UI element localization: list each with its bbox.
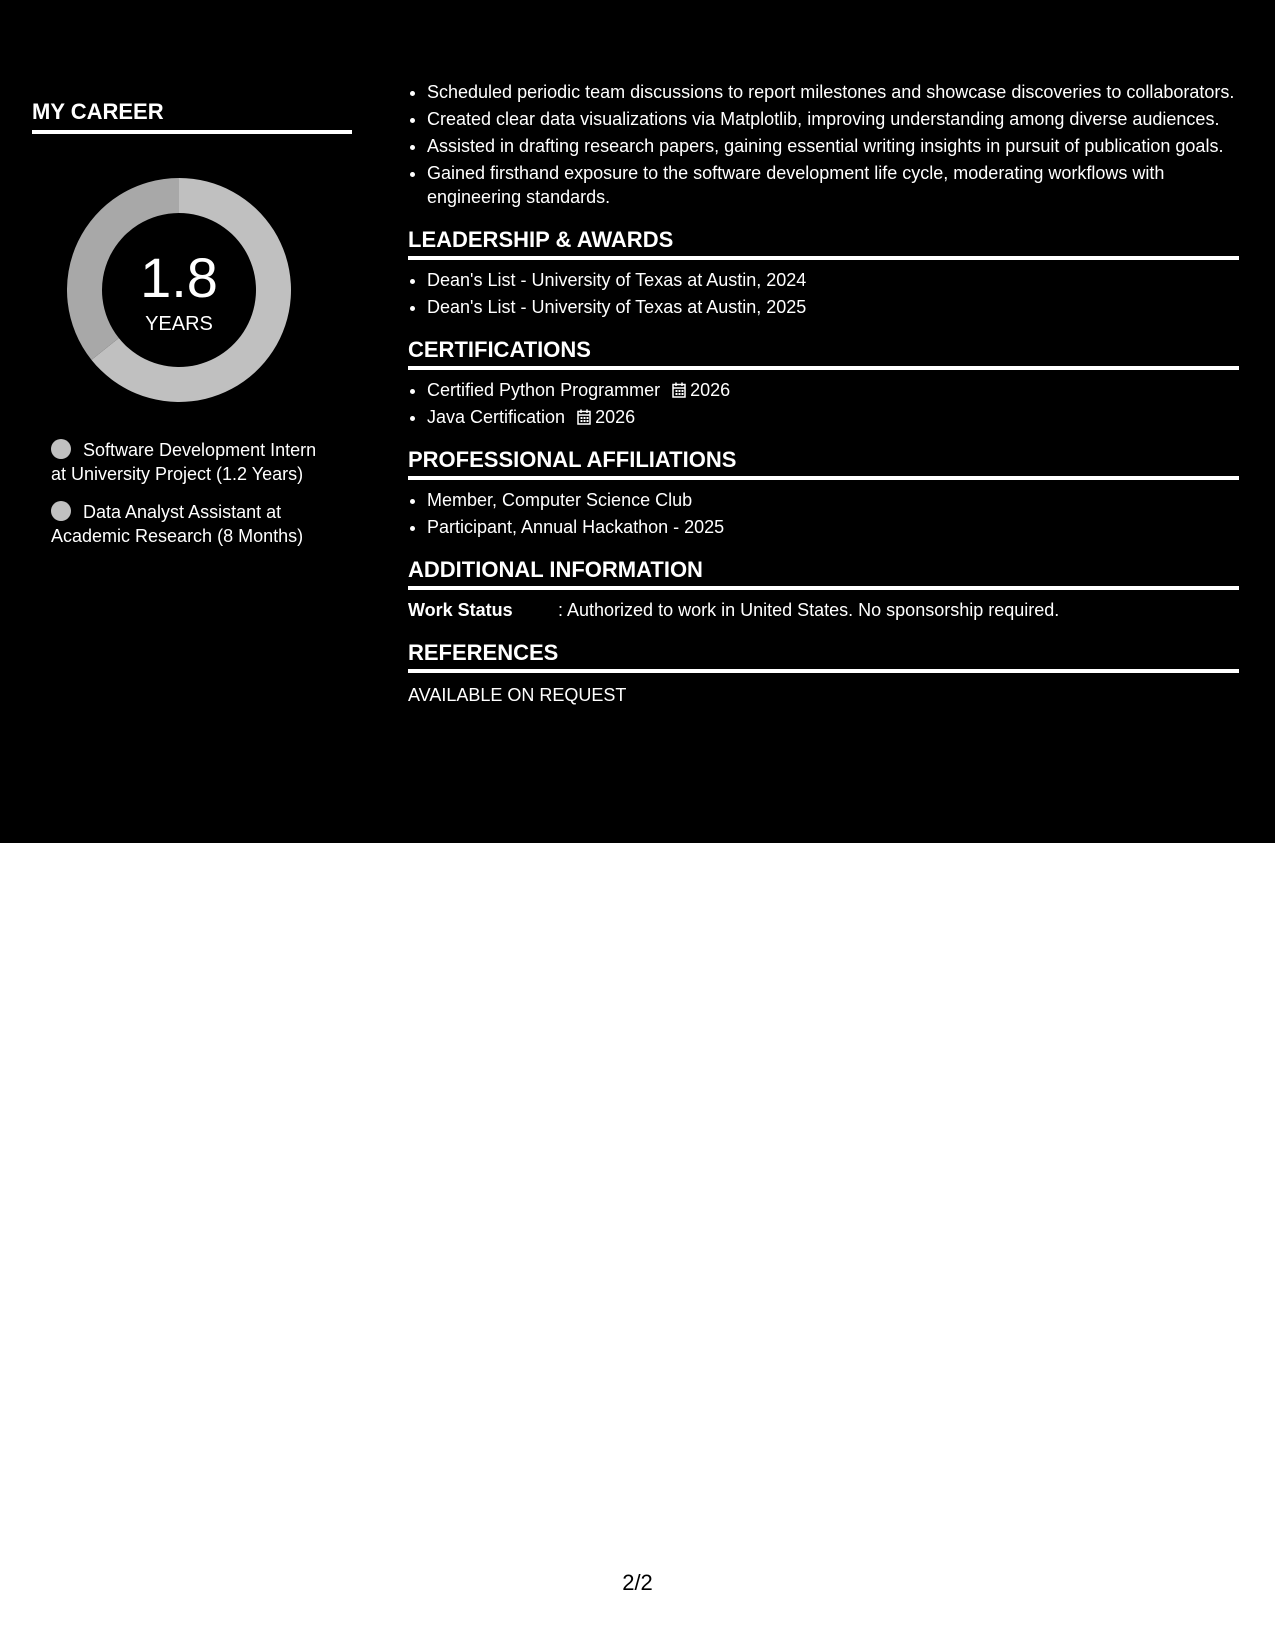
certification-year: 2026 (595, 407, 636, 427)
career-legend (51, 438, 331, 548)
main-content (408, 80, 1239, 707)
section-title: LEADERSHIP & AWARDS (408, 226, 1239, 260)
career-item (51, 500, 331, 548)
legend-dot-icon (51, 501, 71, 521)
certification-item (427, 378, 1239, 402)
certifications-list (408, 378, 1239, 429)
bullet-item: • Scheduled periodic team discussions to report milestones and showcase discoveries to collaborators. (427, 80, 1239, 104)
section-title: ADDITIONAL INFORMATION (408, 556, 1239, 590)
career-item-label: Data Analyst Assistant at Academic Research (8 Months) (51, 502, 304, 546)
bullet-item: • Dean's List - University of Texas at Austin, 2025 (427, 295, 1239, 319)
work-status-key: Work Status (408, 600, 513, 620)
affiliations-section (408, 446, 1239, 539)
work-status-value: : Authorized to work in United States. No sponsorship required. (558, 600, 1060, 620)
certifications-section (408, 336, 1239, 429)
bullet-item: • Member, Computer Science Club (427, 488, 1239, 512)
certification-item (427, 405, 1239, 429)
additional-section (408, 556, 1239, 622)
section-title: REFERENCES (408, 639, 1239, 673)
career-heading: MY CAREER (32, 98, 352, 134)
references-section (408, 639, 1239, 707)
bullet-item: • Created clear data visualizations via Matplotlib, improving understanding among diverse audiences. (427, 107, 1239, 131)
bullet-item: • Assisted in drafting research papers, gaining essential writing insights in pursuit of publication goals. (427, 134, 1239, 158)
legend-dot-icon (51, 439, 71, 459)
leadership-list (408, 268, 1239, 319)
references-text: AVAILABLE ON REQUEST (408, 685, 627, 705)
certification-name: Certified Python Programmer (427, 380, 661, 400)
leadership-section (408, 226, 1239, 319)
experience-unit: YEARS (145, 313, 213, 335)
work-status-row (408, 598, 1239, 622)
section-title: CERTIFICATIONS (408, 336, 1239, 370)
bullet-item: • Gained firsthand exposure to the software development life cycle, moderating workflows with engineering standards. (427, 161, 1239, 209)
section-title: PROFESSIONAL AFFILIATIONS (408, 446, 1239, 480)
donut-center (67, 178, 291, 402)
career-item-label: Software Development Intern at University Project (1.2 Years) (51, 440, 317, 484)
affiliations-list (408, 488, 1239, 539)
calendar-icon (672, 382, 686, 398)
career-item (51, 438, 331, 486)
page-number: 2/2 (622, 1570, 653, 1595)
calendar-icon (577, 409, 591, 425)
certification-year: 2026 (690, 380, 731, 400)
bullet-item: • Participant, Annual Hackathon - 2025 (427, 515, 1239, 539)
bullet-item: • Dean's List - University of Texas at Austin, 2024 (427, 268, 1239, 292)
certification-name: Java Certification (427, 407, 566, 427)
experience-value: 1.8 (140, 246, 218, 309)
experience-bullets (408, 80, 1239, 209)
sidebar (32, 98, 352, 562)
experience-donut (67, 178, 291, 402)
